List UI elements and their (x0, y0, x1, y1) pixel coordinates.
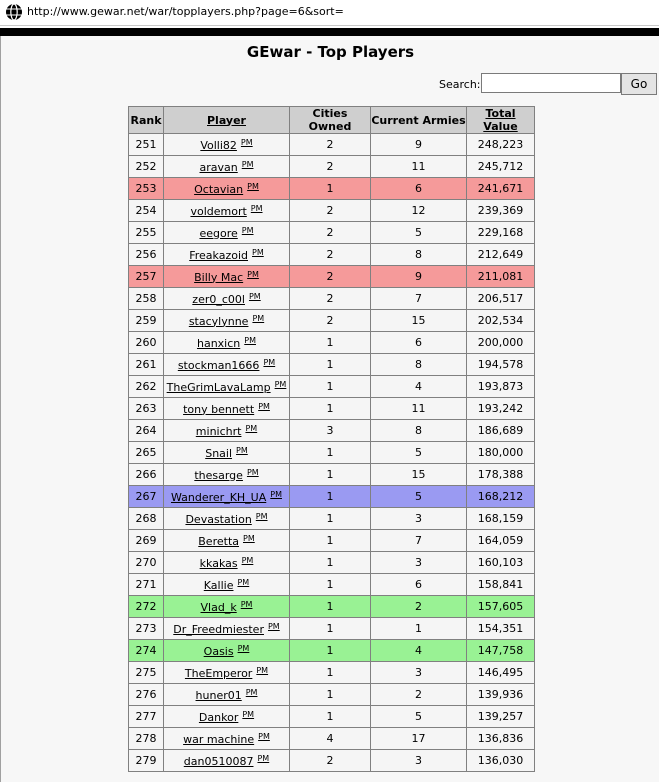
player-cell (164, 288, 290, 310)
cities-cell: 2 (290, 156, 371, 178)
pm-link[interactable]: PM (243, 533, 255, 543)
armies-cell: 3 (371, 750, 467, 772)
pm-link[interactable]: PM (240, 599, 253, 609)
table-row (129, 244, 535, 266)
total-cell: 139,257 (467, 706, 535, 728)
total-cell: 168,212 (467, 486, 535, 508)
table-row (129, 486, 535, 508)
cities-cell: 2 (290, 266, 371, 288)
pm-link[interactable]: PM (270, 489, 282, 499)
armies-cell: 5 (371, 442, 467, 464)
header-total-value-sort[interactable]: Total Value (467, 107, 535, 134)
player-link[interactable]: war machine (183, 732, 255, 746)
table-row (129, 398, 535, 420)
armies-cell: 2 (371, 596, 467, 618)
player-cell (164, 530, 290, 552)
player-cell (164, 464, 290, 486)
cities-cell: 2 (290, 244, 371, 266)
pm-link[interactable]: PM (237, 577, 250, 587)
total-cell: 139,936 (467, 684, 535, 706)
total-cell: 157,605 (467, 596, 535, 618)
player-cell (164, 442, 290, 464)
total-cell: 229,168 (467, 222, 535, 244)
player-link[interactable]: Freakazoid (189, 248, 249, 262)
player-cell (164, 552, 290, 574)
armies-cell: 9 (371, 266, 467, 288)
rank-cell: 261 (129, 354, 164, 376)
cities-cell: 3 (290, 420, 371, 442)
search-input[interactable] (481, 73, 621, 93)
player-link[interactable]: zer0_c00l (192, 292, 245, 306)
search-label: Search: (439, 78, 481, 91)
rank-cell: 256 (129, 244, 164, 266)
player-cell (164, 156, 290, 178)
header-rank: Rank (129, 107, 164, 134)
pm-link[interactable]: PM (257, 753, 270, 763)
cities-cell: 4 (290, 728, 371, 750)
total-cell: 178,388 (467, 464, 535, 486)
table-row (129, 222, 535, 244)
rank-cell: 255 (129, 222, 164, 244)
rank-cell: 257 (129, 266, 164, 288)
cities-cell: 1 (290, 508, 371, 530)
total-cell: 164,059 (467, 530, 535, 552)
cities-cell: 1 (290, 376, 371, 398)
table-row (129, 288, 535, 310)
player-cell (164, 574, 290, 596)
rank-cell: 277 (129, 706, 164, 728)
rank-cell: 259 (129, 310, 164, 332)
player-cell (164, 684, 290, 706)
player-cell (164, 662, 290, 684)
total-cell: 193,242 (467, 398, 535, 420)
table-row (129, 332, 535, 354)
pm-link[interactable]: PM (258, 401, 270, 411)
player-cell (164, 200, 290, 222)
armies-cell: 4 (371, 640, 467, 662)
armies-cell: 5 (371, 706, 467, 728)
total-cell: 136,836 (467, 728, 535, 750)
table-row (129, 552, 535, 574)
total-cell: 212,649 (467, 244, 535, 266)
table-row (129, 156, 535, 178)
rank-cell: 270 (129, 552, 164, 574)
cities-cell: 2 (290, 750, 371, 772)
armies-cell: 11 (371, 398, 467, 420)
player-link[interactable]: thesarge (194, 468, 243, 482)
player-link[interactable]: Snail (205, 446, 233, 460)
armies-cell: 3 (371, 508, 467, 530)
player-link[interactable]: Billy Mac (194, 270, 244, 284)
rank-cell: 279 (129, 750, 164, 772)
rank-cell: 252 (129, 156, 164, 178)
player-link[interactable]: dan0510087 (183, 754, 254, 768)
header-player-sort[interactable]: Player (164, 107, 290, 134)
total-cell: 194,578 (467, 354, 535, 376)
table-row (129, 662, 535, 684)
player-link[interactable]: Dr_Freedmiester (173, 622, 264, 636)
pm-link[interactable]: PM (252, 247, 264, 257)
cities-cell: 1 (290, 706, 371, 728)
total-cell: 193,873 (467, 376, 535, 398)
rank-cell: 271 (129, 574, 164, 596)
armies-cell: 12 (371, 200, 467, 222)
rank-cell: 265 (129, 442, 164, 464)
player-link[interactable]: tony bennett (183, 402, 255, 416)
total-cell: 202,534 (467, 310, 535, 332)
total-cell: 245,712 (467, 156, 535, 178)
pm-link[interactable]: PM (248, 291, 261, 301)
pm-link[interactable]: PM (246, 467, 259, 477)
pm-link[interactable]: PM (242, 709, 255, 719)
player-link[interactable]: Octavian (194, 182, 244, 196)
globe-icon (5, 3, 23, 21)
pm-link[interactable]: PM (247, 181, 259, 191)
player-cell (164, 398, 290, 420)
pm-link[interactable]: PM (267, 621, 280, 631)
player-link[interactable]: Wanderer_KH_UA (170, 490, 267, 504)
cities-cell: 2 (290, 200, 371, 222)
total-cell: 200,000 (467, 332, 535, 354)
table-header-row (129, 107, 535, 134)
cities-cell: 1 (290, 530, 371, 552)
table-row (129, 640, 535, 662)
table-row (129, 178, 535, 200)
armies-cell: 8 (371, 354, 467, 376)
pm-link[interactable]: PM (237, 643, 250, 653)
cities-cell: 1 (290, 662, 371, 684)
cities-cell: 1 (290, 398, 371, 420)
cities-cell: 2 (290, 134, 371, 156)
rank-cell: 274 (129, 640, 164, 662)
cities-cell: 2 (290, 222, 371, 244)
rank-cell: 253 (129, 178, 164, 200)
player-cell (164, 420, 290, 442)
cities-cell: 1 (290, 618, 371, 640)
table-row (129, 420, 535, 442)
player-cell (164, 640, 290, 662)
total-cell: 211,081 (467, 266, 535, 288)
rank-cell: 264 (129, 420, 164, 442)
armies-cell: 5 (371, 222, 467, 244)
table-row (129, 464, 535, 486)
armies-cell: 8 (371, 420, 467, 442)
cities-cell: 2 (290, 288, 371, 310)
table-row (129, 354, 535, 376)
total-cell: 241,671 (467, 178, 535, 200)
player-link[interactable]: stacylynne (188, 314, 249, 328)
total-cell: 136,030 (467, 750, 535, 772)
table-row (129, 750, 535, 772)
player-link[interactable]: Oasis (203, 644, 234, 658)
player-cell (164, 750, 290, 772)
rank-cell: 267 (129, 486, 164, 508)
url-text[interactable]: http://www.gewar.net/war/topplayers.php?page=6&sort= (27, 5, 344, 18)
player-link[interactable]: TheGrimLavaLamp (166, 380, 271, 394)
pm-link[interactable]: PM (274, 379, 287, 389)
rank-cell: 251 (129, 134, 164, 156)
armies-cell: 5 (371, 486, 467, 508)
armies-cell: 3 (371, 662, 467, 684)
player-link[interactable]: stockman1666 (177, 358, 260, 372)
player-cell (164, 376, 290, 398)
cities-cell: 1 (290, 486, 371, 508)
pm-link[interactable]: PM (247, 269, 259, 279)
armies-cell: 7 (371, 288, 467, 310)
player-cell (164, 706, 290, 728)
player-cell (164, 222, 290, 244)
table-row (129, 442, 535, 464)
player-cell (164, 618, 290, 640)
player-cell (164, 728, 290, 750)
armies-cell: 15 (371, 310, 467, 332)
total-cell: 147,758 (467, 640, 535, 662)
rank-cell: 275 (129, 662, 164, 684)
player-cell (164, 354, 290, 376)
player-cell (164, 310, 290, 332)
table-row (129, 706, 535, 728)
table-row (129, 200, 535, 222)
armies-cell: 7 (371, 530, 467, 552)
armies-cell: 6 (371, 178, 467, 200)
player-link[interactable]: Vlad_k (200, 600, 237, 614)
page-content (0, 36, 659, 782)
header-cities-owned: Cities Owned (290, 107, 371, 134)
cities-cell: 1 (290, 464, 371, 486)
pm-link[interactable]: PM (258, 731, 270, 741)
cities-cell: 1 (290, 684, 371, 706)
total-cell: 186,689 (467, 420, 535, 442)
table-row (129, 684, 535, 706)
pm-link[interactable]: PM (245, 687, 258, 697)
pm-link[interactable]: PM (236, 445, 248, 455)
cities-cell: 1 (290, 640, 371, 662)
player-link[interactable]: Devastation (185, 512, 252, 526)
player-cell (164, 266, 290, 288)
player-link[interactable]: Beretta (198, 534, 239, 548)
pm-link[interactable]: PM (240, 137, 253, 147)
top-players-table (128, 106, 535, 772)
player-link[interactable]: kkakas (199, 556, 238, 570)
armies-cell: 11 (371, 156, 467, 178)
rank-cell: 272 (129, 596, 164, 618)
cities-cell: 2 (290, 310, 371, 332)
rank-cell: 276 (129, 684, 164, 706)
pm-link[interactable]: PM (241, 159, 254, 169)
cities-cell: 1 (290, 574, 371, 596)
total-cell: 158,841 (467, 574, 535, 596)
address-bar[interactable] (0, 0, 659, 26)
player-link[interactable]: TheEmperor (184, 666, 253, 680)
player-link[interactable]: huner01 (195, 688, 242, 702)
pm-link[interactable]: PM (241, 555, 254, 565)
total-cell: 239,369 (467, 200, 535, 222)
armies-cell: 6 (371, 574, 467, 596)
cities-cell: 1 (290, 178, 371, 200)
cities-cell: 1 (290, 596, 371, 618)
player-link[interactable]: eegore (199, 226, 238, 240)
pm-link[interactable]: PM (245, 423, 258, 433)
player-cell (164, 596, 290, 618)
header-current-armies: Current Armies (371, 107, 467, 134)
page-top-bar (0, 28, 659, 36)
table-row (129, 574, 535, 596)
rank-cell: 269 (129, 530, 164, 552)
rank-cell: 268 (129, 508, 164, 530)
table-row (129, 596, 535, 618)
armies-cell: 4 (371, 376, 467, 398)
armies-cell: 6 (371, 332, 467, 354)
player-link[interactable]: voldemort (190, 204, 247, 218)
player-link[interactable]: Kallie (203, 578, 234, 592)
player-cell (164, 508, 290, 530)
cities-cell: 1 (290, 442, 371, 464)
total-cell: 248,223 (467, 134, 535, 156)
armies-cell: 17 (371, 728, 467, 750)
pm-link[interactable]: PM (252, 313, 265, 323)
rank-cell: 258 (129, 288, 164, 310)
table-row (129, 134, 535, 156)
armies-cell: 15 (371, 464, 467, 486)
pm-link[interactable]: PM (255, 511, 268, 521)
total-cell: 154,351 (467, 618, 535, 640)
total-cell: 206,517 (467, 288, 535, 310)
player-cell (164, 244, 290, 266)
player-link[interactable]: Dankor (198, 710, 239, 724)
pm-link[interactable]: PM (244, 335, 256, 345)
page-title: GEwar - Top Players (246, 43, 415, 61)
armies-cell: 8 (371, 244, 467, 266)
total-cell: 168,159 (467, 508, 535, 530)
player-cell (164, 178, 290, 200)
player-cell (164, 486, 290, 508)
armies-cell: 9 (371, 134, 467, 156)
go-button[interactable]: Go (621, 73, 657, 95)
rank-cell: 278 (129, 728, 164, 750)
cities-cell: 1 (290, 332, 371, 354)
total-cell: 160,103 (467, 552, 535, 574)
cities-cell: 1 (290, 552, 371, 574)
rank-cell: 262 (129, 376, 164, 398)
rank-cell: 266 (129, 464, 164, 486)
table-row (129, 618, 535, 640)
rank-cell: 254 (129, 200, 164, 222)
player-link[interactable]: aravan (199, 160, 238, 174)
total-cell: 146,495 (467, 662, 535, 684)
table-row (129, 508, 535, 530)
pm-link[interactable]: PM (250, 203, 263, 213)
pm-link[interactable]: PM (241, 225, 254, 235)
cities-cell: 1 (290, 354, 371, 376)
pm-link[interactable]: PM (256, 665, 269, 675)
rank-cell: 273 (129, 618, 164, 640)
player-link[interactable]: Volli82 (200, 138, 237, 152)
total-cell: 180,000 (467, 442, 535, 464)
table-row (129, 530, 535, 552)
pm-link[interactable]: PM (263, 357, 276, 367)
rank-cell: 260 (129, 332, 164, 354)
armies-cell: 3 (371, 552, 467, 574)
player-cell (164, 134, 290, 156)
armies-cell: 2 (371, 684, 467, 706)
table-row (129, 376, 535, 398)
table-row (129, 728, 535, 750)
rank-cell: 263 (129, 398, 164, 420)
player-link[interactable]: minichrt (195, 424, 242, 438)
player-link[interactable]: hanxicn (196, 336, 241, 350)
table-row (129, 310, 535, 332)
table-row (129, 266, 535, 288)
armies-cell: 1 (371, 618, 467, 640)
player-cell (164, 332, 290, 354)
